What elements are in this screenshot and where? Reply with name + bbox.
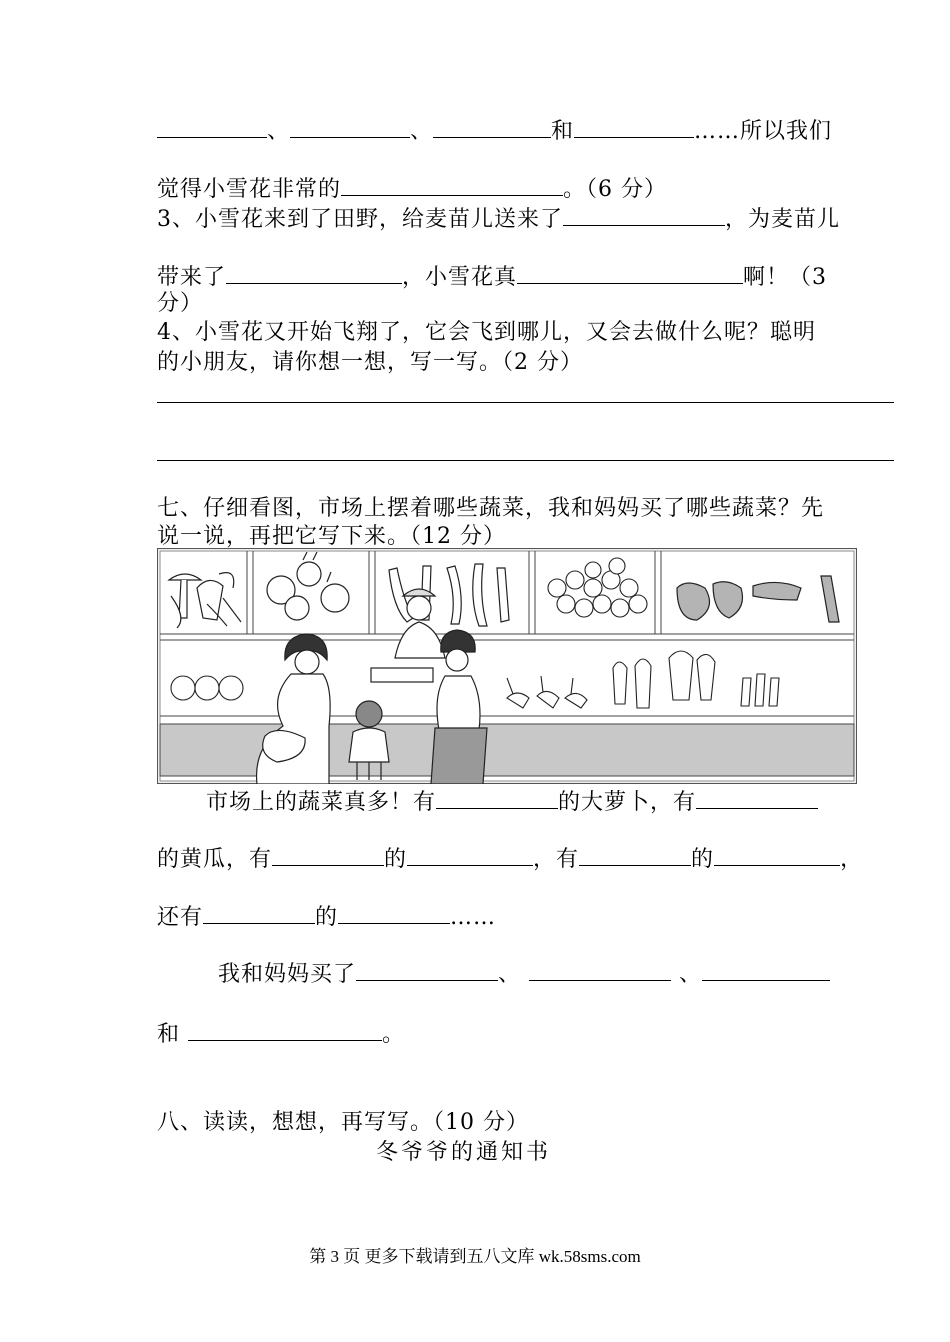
answer-blank[interactable] [579,843,691,866]
answer-blank[interactable] [341,173,563,196]
answer-blank[interactable] [574,115,694,138]
answer-blank[interactable] [433,115,551,138]
q6-3-line-1: 3、小雪花来到了田野，给麦苗儿送来了 ，为麦苗儿 [157,203,840,235]
answer-blank[interactable] [529,958,671,981]
q6-line-1: 、 、 和 ……所以我们 [157,115,832,147]
q6-line-2: 觉得小雪花非常的 。（6 分） [157,173,667,205]
q7-para-line-4: 我和妈妈买了 、 、 [218,958,830,990]
q7-para-line-2: 的黄瓜，有 的 ，有 的 ， [157,843,863,875]
q7-para-line-5: 和 。 [157,1018,405,1050]
q7-title-line-2: 说一说，再把它写下来。（12 分） [157,524,506,549]
small-eggplant-icon [741,674,779,706]
answer-blank[interactable] [436,786,558,809]
q7-title-line-1: 七、仔细看图，市场上摆着哪些蔬菜，我和妈妈买了哪些蔬菜？先 [157,496,825,521]
answer-blank[interactable] [714,843,840,866]
cauliflower-icon [171,676,243,700]
answer-blank[interactable] [188,1018,382,1041]
q8-subtitle: 冬爷爷的通知书 [376,1140,552,1165]
answer-blank[interactable] [696,786,818,809]
q8-title: 八、读读，想想，再写写。（10 分） [157,1110,529,1135]
q6-3-line-2: 带来了 ，小雪花真 啊！（3 [157,261,827,293]
answer-blank[interactable] [290,115,410,138]
q7-para-line-3: 还有 的 …… [157,901,496,933]
page-footer: 第 3 页 更多下载请到五八文库 wk.58sms.com [309,1247,641,1266]
answer-blank[interactable] [157,115,267,138]
answer-blank[interactable] [226,261,402,284]
answer-blank[interactable] [203,901,315,924]
q6-3-line-3: 分） [157,291,204,316]
q6-4-line-2: 的小朋友，请你想一想，写一写。（2 分） [157,350,583,375]
writing-line[interactable] [157,402,894,403]
q6-4-line-1: 4、小雪花又开始飞翔了，它会飞到哪儿，又会去做什么呢？聪明 [157,320,816,345]
answer-blank[interactable] [338,901,450,924]
answer-blank[interactable] [272,843,384,866]
writing-line[interactable] [157,460,894,461]
q7-para-line-1: 市场上的蔬菜真多！有 的大萝卜，有 [206,786,818,818]
answer-blank[interactable] [407,843,533,866]
market-illustration [157,548,857,784]
answer-blank[interactable] [563,203,725,226]
answer-blank[interactable] [702,958,830,981]
answer-blank[interactable] [517,261,743,284]
answer-blank[interactable] [356,958,498,981]
